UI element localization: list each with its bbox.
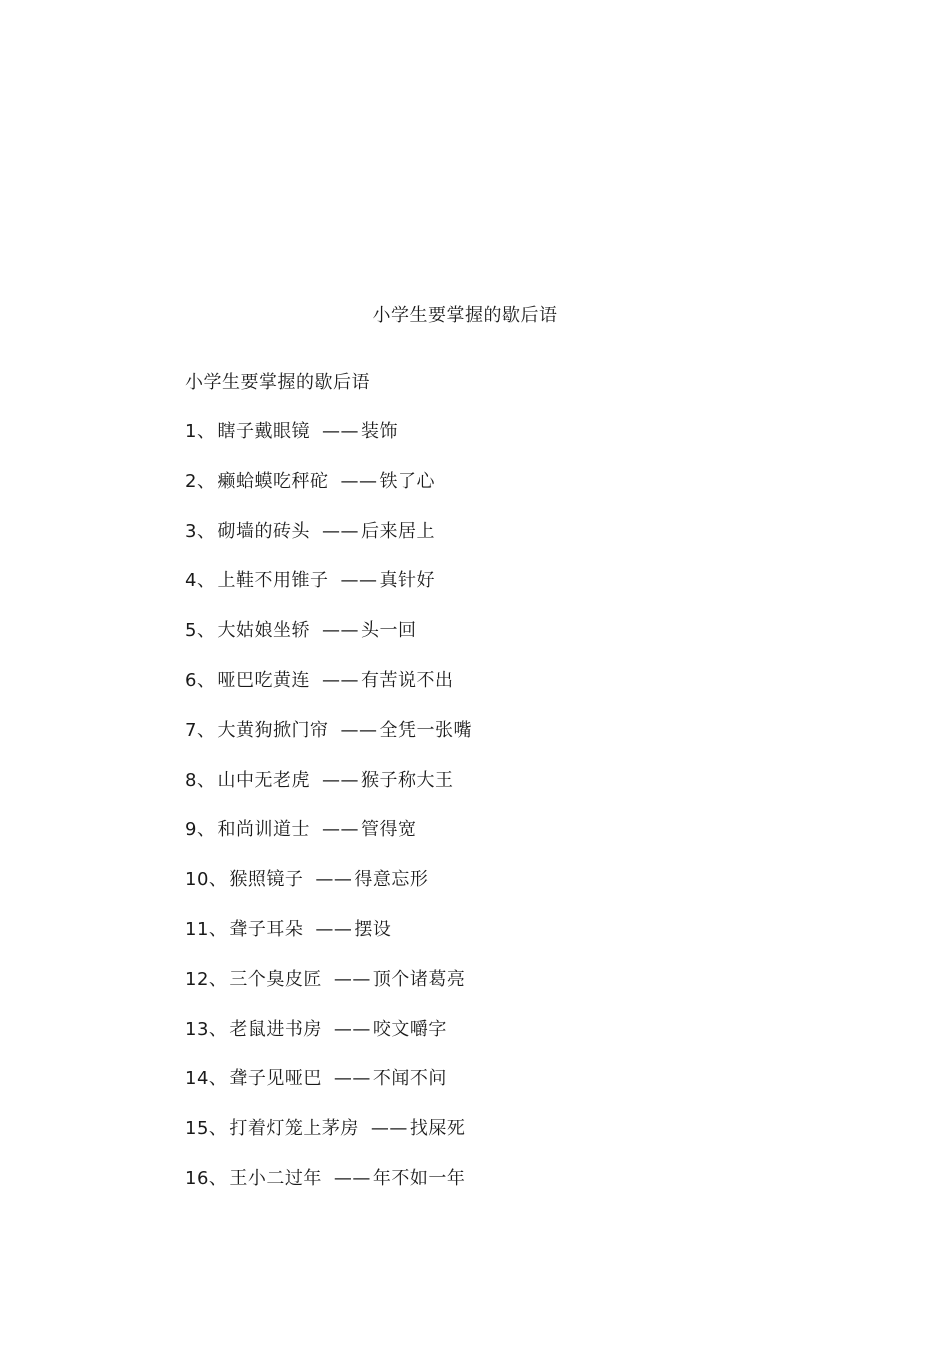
entry-separator: —— <box>315 918 353 940</box>
entry-answer: 铁了心 <box>379 470 435 492</box>
entry-answer: 头一回 <box>360 620 417 642</box>
entry-answer: 摆设 <box>354 918 392 940</box>
entry-number: 4、 <box>185 570 216 592</box>
list-item <box>185 568 472 618</box>
entry-separator: —— <box>321 620 359 642</box>
entry-number: 11、 <box>185 918 228 940</box>
entry-number: 10、 <box>185 869 228 891</box>
entry-riddle: 大黄狗掀门帘 <box>217 719 329 741</box>
entry-riddle: 聋子耳朵 <box>229 918 304 940</box>
list-item <box>185 917 472 967</box>
list-item <box>185 668 472 718</box>
entry-answer: 真针好 <box>379 570 435 592</box>
list-item <box>185 1066 472 1116</box>
entry-riddle: 和尚训道士 <box>217 819 310 841</box>
entry-separator: —— <box>340 570 378 592</box>
entry-number: 14、 <box>185 1068 228 1090</box>
entry-separator: —— <box>321 669 359 691</box>
entry-riddle: 老鼠进书房 <box>229 1018 322 1040</box>
entry-answer: 得意忘形 <box>354 869 429 891</box>
entry-number: 3、 <box>185 520 216 542</box>
entry-separator: —— <box>333 1018 371 1040</box>
entry-answer: 全凭一张嘴 <box>379 719 472 741</box>
entry-separator: —— <box>340 719 378 741</box>
entry-number: 6、 <box>185 669 216 691</box>
entry-number: 16、 <box>185 1167 228 1189</box>
entry-riddle: 上鞋不用锥子 <box>217 570 329 592</box>
entry-separator: —— <box>321 819 359 841</box>
entry-answer: 装饰 <box>360 421 398 442</box>
entry-answer: 猴子称大王 <box>360 769 454 791</box>
list-item <box>185 867 472 917</box>
entry-riddle: 聋子见哑巴 <box>229 1068 322 1090</box>
list-item <box>185 1017 472 1067</box>
list-item <box>185 519 472 569</box>
entry-number: 2、 <box>185 470 216 492</box>
entry-separator: —— <box>333 968 371 990</box>
entry-answer: 年不如一年 <box>372 1167 466 1189</box>
entry-separator: —— <box>321 421 359 442</box>
entry-riddle: 砌墙的砖头 <box>217 520 310 542</box>
page-title: 小学生要掌握的歇后语 <box>372 305 558 326</box>
entry-number: 7、 <box>185 719 216 741</box>
list-item <box>185 967 472 1017</box>
entry-number: 1、 <box>185 421 216 442</box>
entry-separator: —— <box>333 1068 371 1090</box>
entry-riddle: 癞蛤蟆吃秤砣 <box>217 470 329 492</box>
entry-riddle: 哑巴吃黄连 <box>217 669 310 691</box>
list-item <box>185 469 472 519</box>
entry-separator: —— <box>321 769 359 791</box>
entry-riddle: 猴照镜子 <box>229 869 304 891</box>
list-item <box>185 817 472 867</box>
entry-answer: 后来居上 <box>360 520 435 542</box>
list-item <box>185 768 472 818</box>
list-item <box>185 618 472 668</box>
entry-riddle: 瞎子戴眼镜 <box>217 421 310 442</box>
entry-answer: 找屎死 <box>409 1118 466 1140</box>
list-item <box>185 419 472 469</box>
entry-number: 9、 <box>185 819 216 841</box>
entry-number: 13、 <box>185 1018 228 1040</box>
entry-separator: —— <box>370 1118 408 1140</box>
entry-riddle: 三个臭皮匠 <box>229 968 322 990</box>
entry-number: 8、 <box>185 769 216 791</box>
entry-number: 5、 <box>185 620 216 642</box>
list-item <box>185 1166 472 1216</box>
entry-riddle: 王小二过年 <box>229 1167 322 1189</box>
entry-separator: —— <box>321 520 359 542</box>
xiehouyu-list <box>185 419 472 1216</box>
entry-riddle: 打着灯笼上茅房 <box>229 1118 359 1140</box>
list-item <box>185 718 472 768</box>
entry-answer: 管得宽 <box>360 819 417 841</box>
entry-separator: —— <box>340 470 378 492</box>
entry-riddle: 大姑娘坐轿 <box>217 620 310 642</box>
entry-answer: 不闻不问 <box>372 1068 447 1090</box>
entry-answer: 有苦说不出 <box>360 669 454 691</box>
entry-riddle: 山中无老虎 <box>217 769 310 791</box>
entry-answer: 顶个诸葛亮 <box>372 968 466 990</box>
entry-separator: —— <box>333 1167 371 1189</box>
entry-number: 15、 <box>185 1118 228 1140</box>
entry-number: 12、 <box>185 968 228 990</box>
entry-separator: —— <box>315 869 353 891</box>
section-heading: 小学生要掌握的歇后语 <box>185 372 370 393</box>
entry-answer: 咬文嚼字 <box>372 1018 447 1040</box>
list-item <box>185 1116 472 1166</box>
